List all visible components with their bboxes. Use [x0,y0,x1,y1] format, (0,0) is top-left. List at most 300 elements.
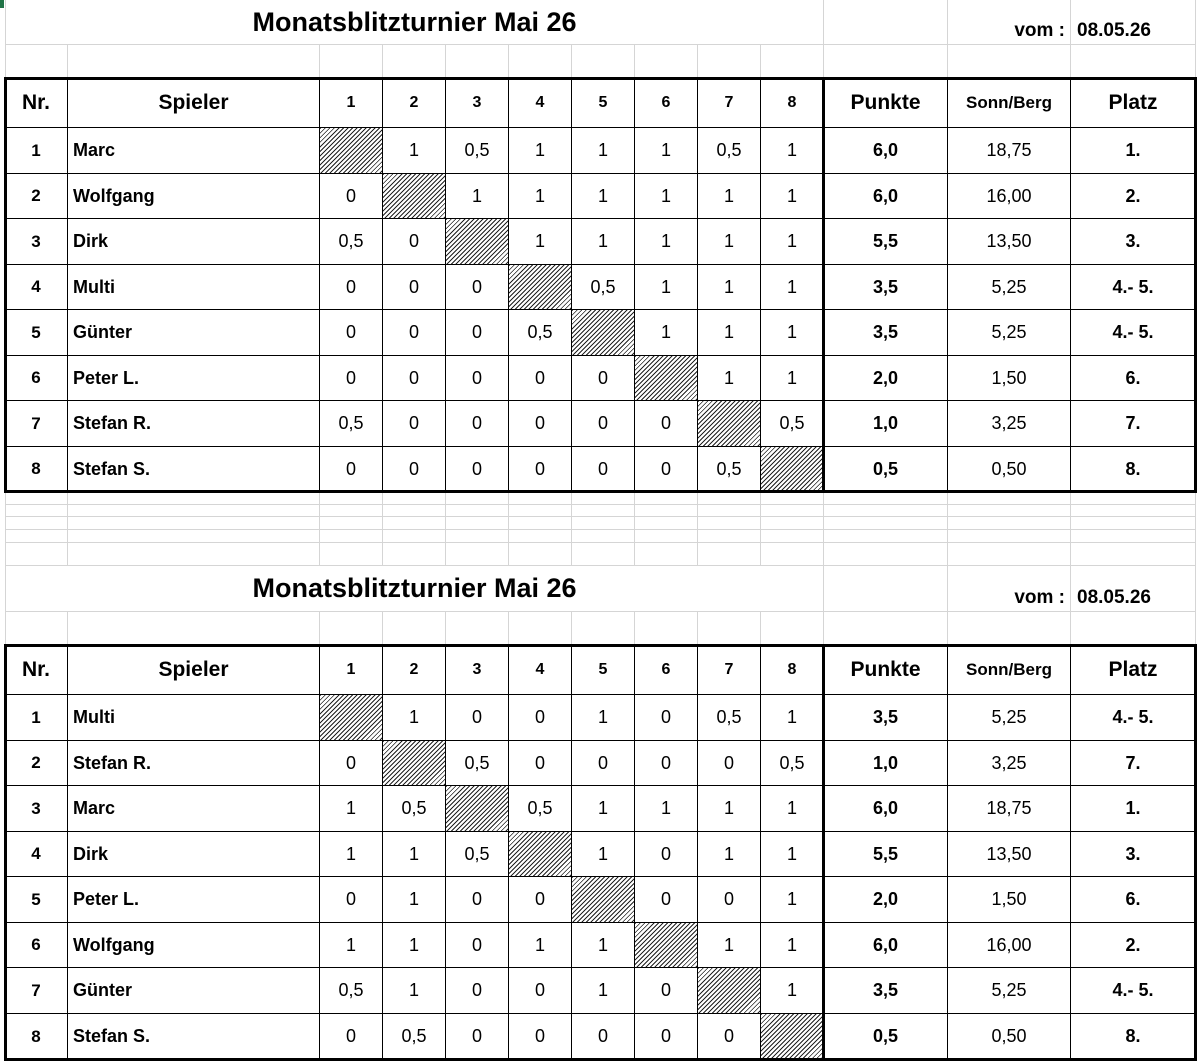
hatched-cell[interactable] [572,310,635,356]
empty-cell[interactable] [68,530,320,543]
result-cell[interactable]: 0 [446,877,509,923]
result-cell[interactable]: 0 [635,832,698,877]
result-cell[interactable]: 0 [572,741,635,786]
points-cell[interactable]: 6,0 [824,174,948,219]
result-cell[interactable]: 0 [509,695,572,741]
result-cell[interactable]: 0 [383,265,446,310]
empty-cell[interactable] [572,612,635,645]
empty-cell[interactable] [824,530,948,543]
result-cell[interactable]: 1 [761,128,824,174]
hatched-cell[interactable] [635,356,698,401]
rank-cell[interactable]: 6. [1071,877,1196,923]
result-cell[interactable]: 1 [761,695,824,741]
empty-cell[interactable] [446,492,509,505]
result-cell[interactable]: 1 [572,968,635,1014]
result-cell[interactable]: 0 [320,877,383,923]
rank-cell[interactable]: 2. [1071,174,1196,219]
points-cell[interactable]: 3,5 [824,968,948,1014]
empty-cell[interactable] [320,45,383,78]
result-cell[interactable]: 0,5 [509,310,572,356]
empty-cell[interactable] [5,492,68,505]
empty-cell[interactable] [572,45,635,78]
empty-cell[interactable] [761,45,824,78]
hatched-cell[interactable] [635,923,698,968]
points-cell[interactable]: 6,0 [824,128,948,174]
result-cell[interactable]: 1 [509,128,572,174]
tiebreak-cell[interactable]: 13,50 [948,832,1071,877]
empty-cell[interactable] [1071,505,1196,517]
header-round-3[interactable]: 3 [446,645,509,695]
header-round-8[interactable]: 8 [761,78,824,128]
player-name[interactable]: Stefan R. [68,741,320,786]
empty-cell[interactable] [948,543,1071,566]
row-number[interactable]: 4 [5,265,68,310]
result-cell[interactable]: 1 [572,128,635,174]
points-cell[interactable]: 6,0 [824,786,948,832]
empty-cell[interactable] [948,530,1071,543]
player-name[interactable]: Dirk [68,219,320,265]
empty-cell[interactable] [383,45,446,78]
empty-cell[interactable] [948,492,1071,505]
row-number[interactable]: 1 [5,128,68,174]
result-cell[interactable]: 1 [635,174,698,219]
tiebreak-cell[interactable]: 3,25 [948,401,1071,447]
result-cell[interactable]: 1 [320,786,383,832]
result-cell[interactable]: 0 [509,741,572,786]
result-cell[interactable]: 1 [509,174,572,219]
empty-cell[interactable] [1071,612,1196,645]
empty-cell[interactable] [383,505,446,517]
tiebreak-cell[interactable]: 1,50 [948,877,1071,923]
result-cell[interactable]: 0 [635,695,698,741]
empty-cell[interactable] [948,45,1071,78]
rank-cell[interactable]: 2. [1071,923,1196,968]
header-player[interactable]: Spieler [68,645,320,695]
result-cell[interactable]: 0,5 [698,695,761,741]
empty-cell[interactable] [635,517,698,530]
result-cell[interactable]: 0,5 [761,401,824,447]
header-player[interactable]: Spieler [68,78,320,128]
date-value[interactable]: 08.05.26 [1071,566,1196,612]
result-cell[interactable]: 0 [509,968,572,1014]
empty-cell[interactable] [68,505,320,517]
empty-cell[interactable] [509,45,572,78]
player-name[interactable]: Günter [68,968,320,1014]
result-cell[interactable]: 0 [320,356,383,401]
result-cell[interactable]: 0 [635,447,698,492]
empty-cell[interactable] [635,530,698,543]
empty-cell[interactable] [698,612,761,645]
hatched-cell[interactable] [698,401,761,447]
header-round-4[interactable]: 4 [509,78,572,128]
rank-cell[interactable]: 3. [1071,219,1196,265]
result-cell[interactable]: 1 [761,174,824,219]
result-cell[interactable]: 1 [698,219,761,265]
empty-cell[interactable] [1071,492,1196,505]
empty-cell[interactable] [68,45,320,78]
result-cell[interactable]: 0,5 [509,786,572,832]
empty-cell[interactable] [446,505,509,517]
result-cell[interactable]: 1 [572,923,635,968]
result-cell[interactable]: 0,5 [383,1014,446,1060]
points-cell[interactable]: 1,0 [824,401,948,447]
result-cell[interactable]: 1 [572,786,635,832]
tiebreak-cell[interactable]: 16,00 [948,923,1071,968]
rank-cell[interactable]: 8. [1071,447,1196,492]
player-name[interactable]: Günter [68,310,320,356]
result-cell[interactable]: 1 [635,128,698,174]
rank-cell[interactable]: 8. [1071,1014,1196,1060]
result-cell[interactable]: 1 [761,968,824,1014]
header-nr[interactable]: Nr. [5,645,68,695]
result-cell[interactable]: 0,5 [383,786,446,832]
empty-cell[interactable] [509,517,572,530]
result-cell[interactable]: 0,5 [698,447,761,492]
result-cell[interactable]: 0 [572,356,635,401]
empty-cell[interactable] [509,505,572,517]
rank-cell[interactable]: 1. [1071,128,1196,174]
player-name[interactable]: Wolfgang [68,923,320,968]
date-label[interactable]: vom : [948,566,1071,612]
empty-cell[interactable] [824,612,948,645]
result-cell[interactable]: 1 [383,923,446,968]
result-cell[interactable]: 0 [320,174,383,219]
rank-cell[interactable]: 4.- 5. [1071,265,1196,310]
result-cell[interactable]: 1 [383,968,446,1014]
empty-cell[interactable] [1071,530,1196,543]
empty-cell[interactable] [635,543,698,566]
tiebreak-cell[interactable]: 18,75 [948,128,1071,174]
hatched-cell[interactable] [320,128,383,174]
result-cell[interactable]: 0 [572,401,635,447]
empty-cell[interactable] [446,530,509,543]
empty-cell[interactable] [320,530,383,543]
row-number[interactable]: 8 [5,1014,68,1060]
empty-cell[interactable] [824,492,948,505]
tiebreak-cell[interactable]: 5,25 [948,968,1071,1014]
header-round-4[interactable]: 4 [509,645,572,695]
header-round-6[interactable]: 6 [635,645,698,695]
player-name[interactable]: Stefan S. [68,1014,320,1060]
result-cell[interactable]: 0 [446,923,509,968]
empty-cell[interactable] [948,612,1071,645]
cell-selection-handle[interactable] [0,0,4,8]
result-cell[interactable]: 0 [509,1014,572,1060]
row-number[interactable]: 6 [5,356,68,401]
empty-cell[interactable] [1071,543,1196,566]
result-cell[interactable]: 1 [635,310,698,356]
result-cell[interactable]: 0,5 [698,128,761,174]
result-cell[interactable]: 0 [383,219,446,265]
tiebreak-cell[interactable]: 3,25 [948,741,1071,786]
result-cell[interactable]: 1 [320,832,383,877]
hatched-cell[interactable] [383,174,446,219]
result-cell[interactable]: 0 [509,356,572,401]
empty-cell[interactable] [509,543,572,566]
hatched-cell[interactable] [383,741,446,786]
tiebreak-cell[interactable]: 1,50 [948,356,1071,401]
rank-cell[interactable]: 4.- 5. [1071,310,1196,356]
result-cell[interactable]: 1 [383,832,446,877]
sheet-title[interactable]: Monatsblitzturnier Mai 26 [5,0,824,45]
tiebreak-cell[interactable]: 5,25 [948,265,1071,310]
player-name[interactable]: Marc [68,786,320,832]
result-cell[interactable]: 1 [698,356,761,401]
row-number[interactable]: 2 [5,741,68,786]
empty-cell[interactable] [948,517,1071,530]
result-cell[interactable]: 1 [572,174,635,219]
empty-cell[interactable] [572,530,635,543]
result-cell[interactable]: 0 [698,1014,761,1060]
header-rank[interactable]: Platz [1071,78,1196,128]
empty-cell[interactable] [320,492,383,505]
empty-cell[interactable] [635,45,698,78]
empty-cell[interactable] [5,517,68,530]
header-round-2[interactable]: 2 [383,645,446,695]
points-cell[interactable]: 5,5 [824,219,948,265]
player-name[interactable]: Stefan R. [68,401,320,447]
empty-cell[interactable] [698,530,761,543]
rank-cell[interactable]: 4.- 5. [1071,968,1196,1014]
hatched-cell[interactable] [761,447,824,492]
result-cell[interactable]: 1 [761,219,824,265]
result-cell[interactable]: 0 [572,1014,635,1060]
empty-cell[interactable] [948,505,1071,517]
result-cell[interactable]: 0 [509,401,572,447]
row-number[interactable]: 2 [5,174,68,219]
result-cell[interactable]: 0,5 [446,832,509,877]
result-cell[interactable]: 0 [698,741,761,786]
result-cell[interactable]: 0,5 [446,741,509,786]
points-cell[interactable]: 3,5 [824,310,948,356]
result-cell[interactable]: 1 [698,832,761,877]
empty-cell[interactable] [761,612,824,645]
empty-cell[interactable] [761,530,824,543]
points-cell[interactable]: 5,5 [824,832,948,877]
row-number[interactable]: 5 [5,310,68,356]
header-round-7[interactable]: 7 [698,645,761,695]
result-cell[interactable]: 1 [383,128,446,174]
result-cell[interactable]: 0 [635,968,698,1014]
empty-cell[interactable] [68,543,320,566]
empty-cell[interactable] [383,543,446,566]
header-round-8[interactable]: 8 [761,645,824,695]
header-round-3[interactable]: 3 [446,78,509,128]
empty-cell[interactable] [5,530,68,543]
result-cell[interactable]: 1 [509,219,572,265]
result-cell[interactable]: 0 [446,401,509,447]
player-name[interactable]: Marc [68,128,320,174]
result-cell[interactable]: 0 [572,447,635,492]
result-cell[interactable]: 0 [446,356,509,401]
empty-cell[interactable] [320,505,383,517]
player-name[interactable]: Peter L. [68,356,320,401]
header-round-1[interactable]: 1 [320,645,383,695]
empty-cell[interactable] [446,45,509,78]
points-cell[interactable]: 3,5 [824,265,948,310]
tiebreak-cell[interactable]: 5,25 [948,695,1071,741]
result-cell[interactable]: 0 [320,265,383,310]
result-cell[interactable]: 1 [761,265,824,310]
points-cell[interactable]: 6,0 [824,923,948,968]
empty-cell[interactable] [698,45,761,78]
hatched-cell[interactable] [761,1014,824,1060]
empty-cell[interactable] [761,543,824,566]
result-cell[interactable]: 0 [383,310,446,356]
points-cell[interactable]: 0,5 [824,1014,948,1060]
empty-cell[interactable] [383,530,446,543]
player-name[interactable]: Stefan S. [68,447,320,492]
result-cell[interactable]: 0 [383,401,446,447]
result-cell[interactable]: 1 [383,695,446,741]
player-name[interactable]: Multi [68,265,320,310]
empty-cell[interactable] [635,612,698,645]
empty-cell[interactable] [698,517,761,530]
result-cell[interactable]: 1 [698,923,761,968]
empty-cell[interactable] [824,543,948,566]
header-rank[interactable]: Platz [1071,645,1196,695]
empty-cell[interactable] [5,45,68,78]
sheet-title[interactable]: Monatsblitzturnier Mai 26 [5,566,824,612]
result-cell[interactable]: 1 [761,786,824,832]
row-number[interactable]: 3 [5,219,68,265]
result-cell[interactable]: 1 [698,265,761,310]
date-label[interactable]: vom : [948,0,1071,45]
hatched-cell[interactable] [572,877,635,923]
empty-cell[interactable] [572,505,635,517]
empty-cell[interactable] [1071,517,1196,530]
result-cell[interactable]: 0 [446,968,509,1014]
empty-cell[interactable] [572,543,635,566]
empty-cell[interactable] [68,517,320,530]
result-cell[interactable]: 0,5 [572,265,635,310]
result-cell[interactable]: 1 [761,356,824,401]
empty-cell[interactable] [572,492,635,505]
points-cell[interactable]: 2,0 [824,877,948,923]
result-cell[interactable]: 0,5 [320,219,383,265]
result-cell[interactable]: 0 [635,1014,698,1060]
empty-cell[interactable] [68,612,320,645]
result-cell[interactable]: 0 [509,447,572,492]
empty-cell[interactable] [761,492,824,505]
hatched-cell[interactable] [509,832,572,877]
tiebreak-cell[interactable]: 16,00 [948,174,1071,219]
result-cell[interactable]: 1 [698,786,761,832]
result-cell[interactable]: 0 [320,310,383,356]
empty-cell[interactable] [1071,45,1196,78]
result-cell[interactable]: 0 [446,447,509,492]
result-cell[interactable]: 0 [320,741,383,786]
result-cell[interactable]: 1 [635,265,698,310]
result-cell[interactable]: 0 [446,1014,509,1060]
rank-cell[interactable]: 7. [1071,741,1196,786]
result-cell[interactable]: 1 [761,923,824,968]
empty-cell[interactable] [761,505,824,517]
empty-cell[interactable] [635,505,698,517]
empty-cell[interactable] [824,45,948,78]
result-cell[interactable]: 0 [320,447,383,492]
empty-cell[interactable] [698,543,761,566]
empty-cell[interactable] [68,492,320,505]
player-name[interactable]: Dirk [68,832,320,877]
result-cell[interactable]: 0 [509,877,572,923]
empty-cell[interactable] [320,543,383,566]
tiebreak-cell[interactable]: 13,50 [948,219,1071,265]
row-number[interactable]: 6 [5,923,68,968]
hatched-cell[interactable] [698,968,761,1014]
empty-cell[interactable] [509,492,572,505]
row-number[interactable]: 7 [5,968,68,1014]
empty-cell[interactable] [383,612,446,645]
points-cell[interactable]: 0,5 [824,447,948,492]
empty-cell[interactable] [383,492,446,505]
header-round-5[interactable]: 5 [572,78,635,128]
points-cell[interactable]: 2,0 [824,356,948,401]
result-cell[interactable]: 0,5 [320,968,383,1014]
result-cell[interactable]: 1 [320,923,383,968]
header-tiebreak[interactable]: Sonn/Berg [948,78,1071,128]
row-number[interactable]: 8 [5,447,68,492]
rank-cell[interactable]: 3. [1071,832,1196,877]
empty-cell[interactable] [761,517,824,530]
player-name[interactable]: Wolfgang [68,174,320,219]
empty-cell[interactable] [824,505,948,517]
hatched-cell[interactable] [446,786,509,832]
player-name[interactable]: Peter L. [68,877,320,923]
result-cell[interactable]: 0 [446,265,509,310]
result-cell[interactable]: 1 [572,219,635,265]
empty-cell[interactable] [824,566,948,612]
result-cell[interactable]: 1 [761,310,824,356]
hatched-cell[interactable] [509,265,572,310]
empty-cell[interactable] [572,517,635,530]
player-name[interactable]: Multi [68,695,320,741]
empty-cell[interactable] [698,492,761,505]
header-round-2[interactable]: 2 [383,78,446,128]
header-points[interactable]: Punkte [824,645,948,695]
tiebreak-cell[interactable]: 5,25 [948,310,1071,356]
result-cell[interactable]: 1 [698,174,761,219]
points-cell[interactable]: 1,0 [824,741,948,786]
header-round-1[interactable]: 1 [320,78,383,128]
row-number[interactable]: 3 [5,786,68,832]
row-number[interactable]: 5 [5,877,68,923]
empty-cell[interactable] [383,517,446,530]
empty-cell[interactable] [824,517,948,530]
result-cell[interactable]: 1 [572,695,635,741]
header-nr[interactable]: Nr. [5,78,68,128]
hatched-cell[interactable] [446,219,509,265]
empty-cell[interactable] [446,612,509,645]
empty-cell[interactable] [5,505,68,517]
result-cell[interactable]: 1 [698,310,761,356]
result-cell[interactable]: 1 [635,786,698,832]
empty-cell[interactable] [635,492,698,505]
result-cell[interactable]: 0,5 [320,401,383,447]
result-cell[interactable]: 0 [320,1014,383,1060]
result-cell[interactable]: 1 [446,174,509,219]
result-cell[interactable]: 1 [761,877,824,923]
empty-cell[interactable] [5,543,68,566]
points-cell[interactable]: 3,5 [824,695,948,741]
result-cell[interactable]: 1 [635,219,698,265]
header-tiebreak[interactable]: Sonn/Berg [948,645,1071,695]
result-cell[interactable]: 0,5 [446,128,509,174]
date-value[interactable]: 08.05.26 [1071,0,1196,45]
row-number[interactable]: 7 [5,401,68,447]
tiebreak-cell[interactable]: 18,75 [948,786,1071,832]
result-cell[interactable]: 0,5 [761,741,824,786]
